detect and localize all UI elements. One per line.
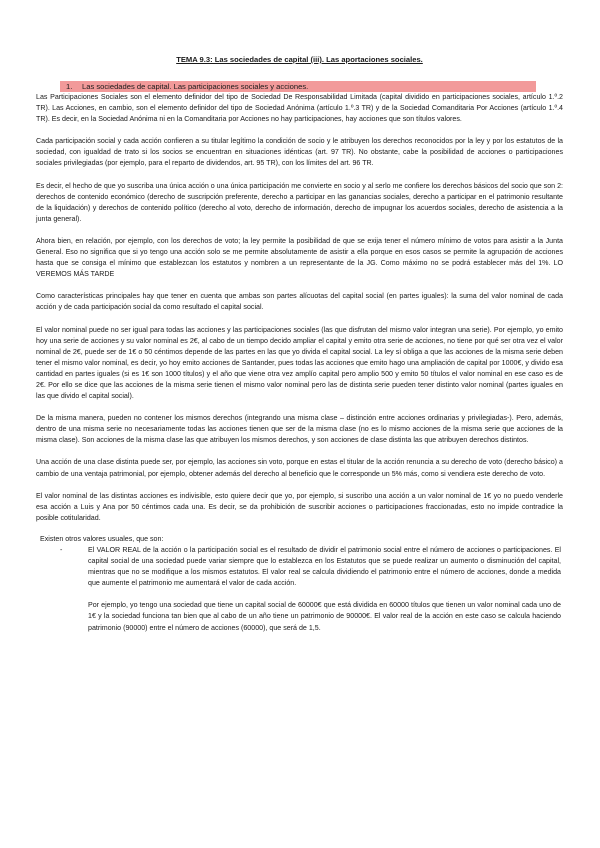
paragraph-valor-nominal: El valor nominal puede no ser igual para todas las acciones y las participaciones sociales (las que disfrutan del mismo valor integran una serie). Por ejemplo, yo emito hoy una serie de acciones y su valor nominal es 2€, al cabo de un tiempo decido ampliar el capital y emito otra serie de acciones, no tiene por qué ser otra vez el valor nominal de 2€, puede ser de 1€ o 50 céntimos depende de las partes en las que yo divida el capital social. La ley sí obliga a que las acciones de la misma serie deben tener el mismo valor nominal, es decir, yo hoy emito acciones de Santander, pues todas las acciones que emito hago una ampliación de capital por 1000€, y divido esa cantidad en partes iguales (si es 1€ son 1000 títulos) y el año que viene otra vez amplío capital pero amplio 500 y emito 50 títulos el valor nominal en ese caso es de 2€. Por ello se dice que las acciones de la misma serie tienen el mismo valor nominal pero las de distinta serie pueden tener distinto valor nominal (partes iguales en las que divido el capital social). [36, 325, 563, 401]
section-number: 1. [66, 82, 73, 91]
paragraph-clases: De la misma manera, pueden no contener los mismos derechos (integrando una misma clase – distinción entre acciones ordinarias y privilegiadas-). Pero, además, dentro de una misma serie no necesariamente todas las acciones tienen que ser de la misma clase (no es lo mismo acciones de la misma serie que acciones de la misma clase). Son acciones de la misma clase las que atribuyen los mismos derechos, y son acciones de clase distinta las que atribuyen derechos distintos. [36, 414, 563, 445]
section-heading [60, 81, 536, 92]
paragraph-acciones-sin-voto: Una acción de una clase distinta puede ser, por ejemplo, las acciones sin voto, porque en estas el titular de la acción renuncia a su derecho de voto (derecho básico) a cambio de una ventaja patrimonial, por ejemplo, obtener además del derecho al beneficio que le corresponde un 5% más, como si vendiera este derecho de voto. [36, 458, 563, 478]
list-bullet-dash: - [60, 546, 63, 554]
section-heading-text: Las sociedades de capital. Las participaciones sociales y acciones. [82, 82, 309, 91]
paragraph-caracteristicas: Como características principales hay que tener en cuenta que ambas son partes alícuotas del capital social (en partes iguales): la suma del valor nominal de cada acción y de cada participación social da como resultado el capital social. [36, 292, 563, 312]
paragraph-derechos-basicos: Es decir, el hecho de que yo suscriba una única acción o una única participación me convierte en socio y al serlo me confiere los derechos básicos del socio que son 2: derechos de contenido económico (derecho de suscripción preferente, derecho a participar en las ganancias sociales, derecho a participar en el patrimonio resultante de la liquidación) y derechos de contenido político (derecho al voto, derecho de información, derecho de impugnar los acuerdos sociales, derecho de asistencia a la junta general). [36, 181, 563, 223]
list-item-ejemplo: Por ejemplo, yo tengo una sociedad que tiene un capital social de 60000€ que está dividida en 60000 títulos que tienen un valor nominal cada uno de 1€ y la sociedad funciona tan bien que al cabo de un año tiene un patrimonio de 90000€. El valor real de la acción en este caso se calcula haciendo patrimonio (90000) entre el número de acciones (60000), que será de 1,5. [88, 601, 561, 632]
list-intro: Existen otros valores usuales, que son: [40, 534, 164, 543]
paragraph-indivisibilidad: El valor nominal de las distintas acciones es indivisible, esto quiere decir que yo, por ejemplo, si suscribo una acción a un valor nominal de 1€ yo no puedo venderle esa acción a Luis y Ana por 50 céntimos cada una. Es decir, se da prohibición de suscribir acciones o participaciones fraccionadas, esto no impide contradice la posible cotitularidad. [36, 491, 563, 522]
paragraph-participaciones: Las Participaciones Sociales son el elemento definidor del tipo de Sociedad De Responsabilidad Limitada (capital dividido en participaciones sociales, artículo 1.º.2 TR). Las Acciones, en cambio, son el elemento definidor del tipo de Sociedad Anónima (artículo 1.º.3 TR) y de la Sociedad Comanditaria Por Acciones (artículo 1.º.4 TR). Es decir, en la Sociedad Anónima ni en la Comanditaria por Acciones no hay participaciones, hay acciones que son títulos valores. [36, 93, 563, 124]
paragraph-derechos-socio: Cada participación social y cada acción confieren a su titular legítimo la condición de socio y le atribuyen los derechos reconocidos por la ley y por los estatutos de la sociedad, con igualdad de trato si los socios se encuentran en situaciones idénticas (art. 97 TR). No obstante, cabe la posibilidad de acciones o participaciones sociales privilegiadas (por ejemplo, para el reparto de dividendos, art. 95 TR), con los límites del art. 96 TR. [36, 137, 563, 168]
list-item-valor-real: El VALOR REAL de la acción o la participación social es el resultado de dividir el patrimonio social entre el número de acciones o participaciones. El capital social de una sociedad puede variar siempre que lo establezca en los Estatutos que se puede realizar un aumento o disminución del capital, mientras que no se modifique a los mismos estatutos. El valor real se calcula dividiendo el patrimonio entre el número de acciones, donde a medida que aumente el patrimonio me aumentará el valor de cada acción. [88, 546, 561, 588]
document-title: TEMA 9.3: Las sociedades de capital (iii). Las aportaciones sociales. [176, 55, 423, 64]
paragraph-derechos-voto: Ahora bien, en relación, por ejemplo, con los derechos de voto; la ley permite la posibilidad de que se exija tener el número mínimo de votos para asistir a la Junta General. Eso no significa que si yo tengo una acción solo se me permite absolutamente de asistir a ella porque en esos casos se permite la agrupación de acciones hasta que se consiga el mínimo que establezcan los estatutos y nombren a un representante de la JG. Como máximo no se podrá establecer más del 1%. LO VEREMOS MÁS TARDE [36, 236, 563, 279]
list-item [36, 545, 563, 634]
